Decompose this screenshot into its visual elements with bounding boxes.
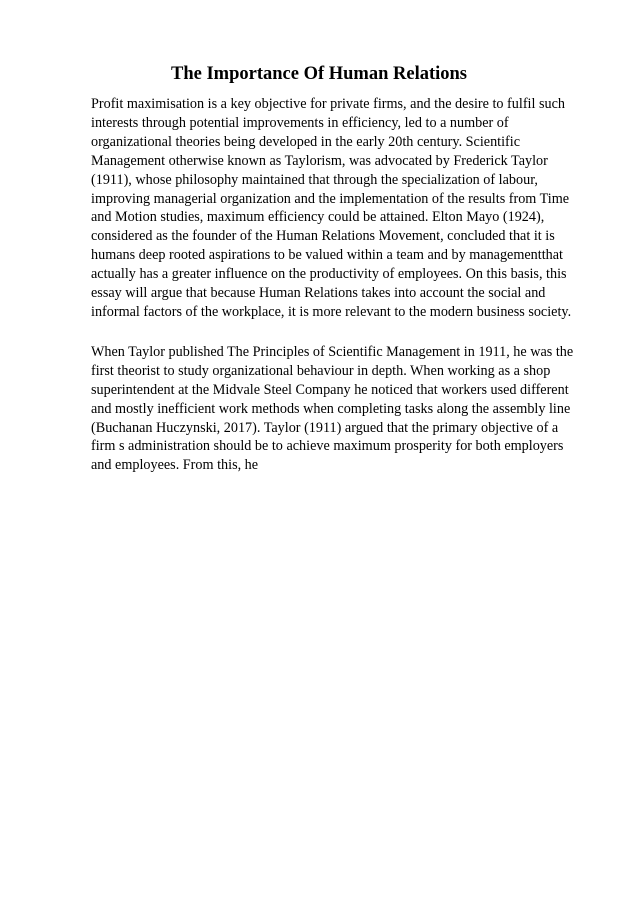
- text-line: and Motion studies, maximum efficiency could be attained. Elton Mayo (1924),: [91, 209, 545, 226]
- text-line: Profit maximisation is a key objective for private firms, and the desire to fulfil such: [91, 96, 565, 112]
- paragraph-2: [91, 343, 574, 475]
- text-line: humans deep rooted aspirations to be valued within a team and by managementthat: [91, 247, 563, 264]
- text-line: and mostly inefficient work methods when completing tasks along the assembly line: [91, 400, 571, 417]
- text-line: informal factors of the workplace, it is more relevant to the modern business society.: [91, 303, 572, 320]
- paragraph-1: [91, 95, 572, 322]
- text-line: firm s administration should be to achieve maximum prosperity for both employers: [91, 438, 564, 455]
- text-line: Management otherwise known as Taylorism, was advocated by Frederick Taylor: [91, 152, 548, 169]
- text-line: improving managerial organization and the implementation of the results from Time: [91, 190, 570, 207]
- text-line: actually has a greater influence on the productivity of employees. On this basis, this: [91, 266, 567, 283]
- text-line: When Taylor published The Principles of Scientific Management in 1911, he was the: [91, 343, 574, 360]
- text-line: (Buchanan Huczynski, 2017). Taylor (1911) argued that the primary objective of a: [91, 419, 559, 436]
- text-line: essay will argue that because Human Relations takes into account the social and: [91, 285, 546, 302]
- text-line: first theorist to study organizational behaviour in depth. When working as a shop: [91, 362, 551, 379]
- text-line: and employees. From this, he: [91, 457, 259, 474]
- text-line: interests through potential improvements in efficiency, led to a number of: [91, 114, 509, 131]
- text-line: considered as the founder of the Human Relations Movement, concluded that it is: [91, 228, 555, 245]
- text-line: superintendent at the Midvale Steel Company he noticed that workers used different: [91, 381, 569, 398]
- document-title: The Importance Of Human Relations: [171, 64, 467, 84]
- document-body: [91, 95, 574, 496]
- text-line: organizational theories being developed in the early 20th century. Scientific: [91, 133, 521, 150]
- text-line: (1911), whose philosophy maintained that through the specialization of labour,: [91, 171, 538, 188]
